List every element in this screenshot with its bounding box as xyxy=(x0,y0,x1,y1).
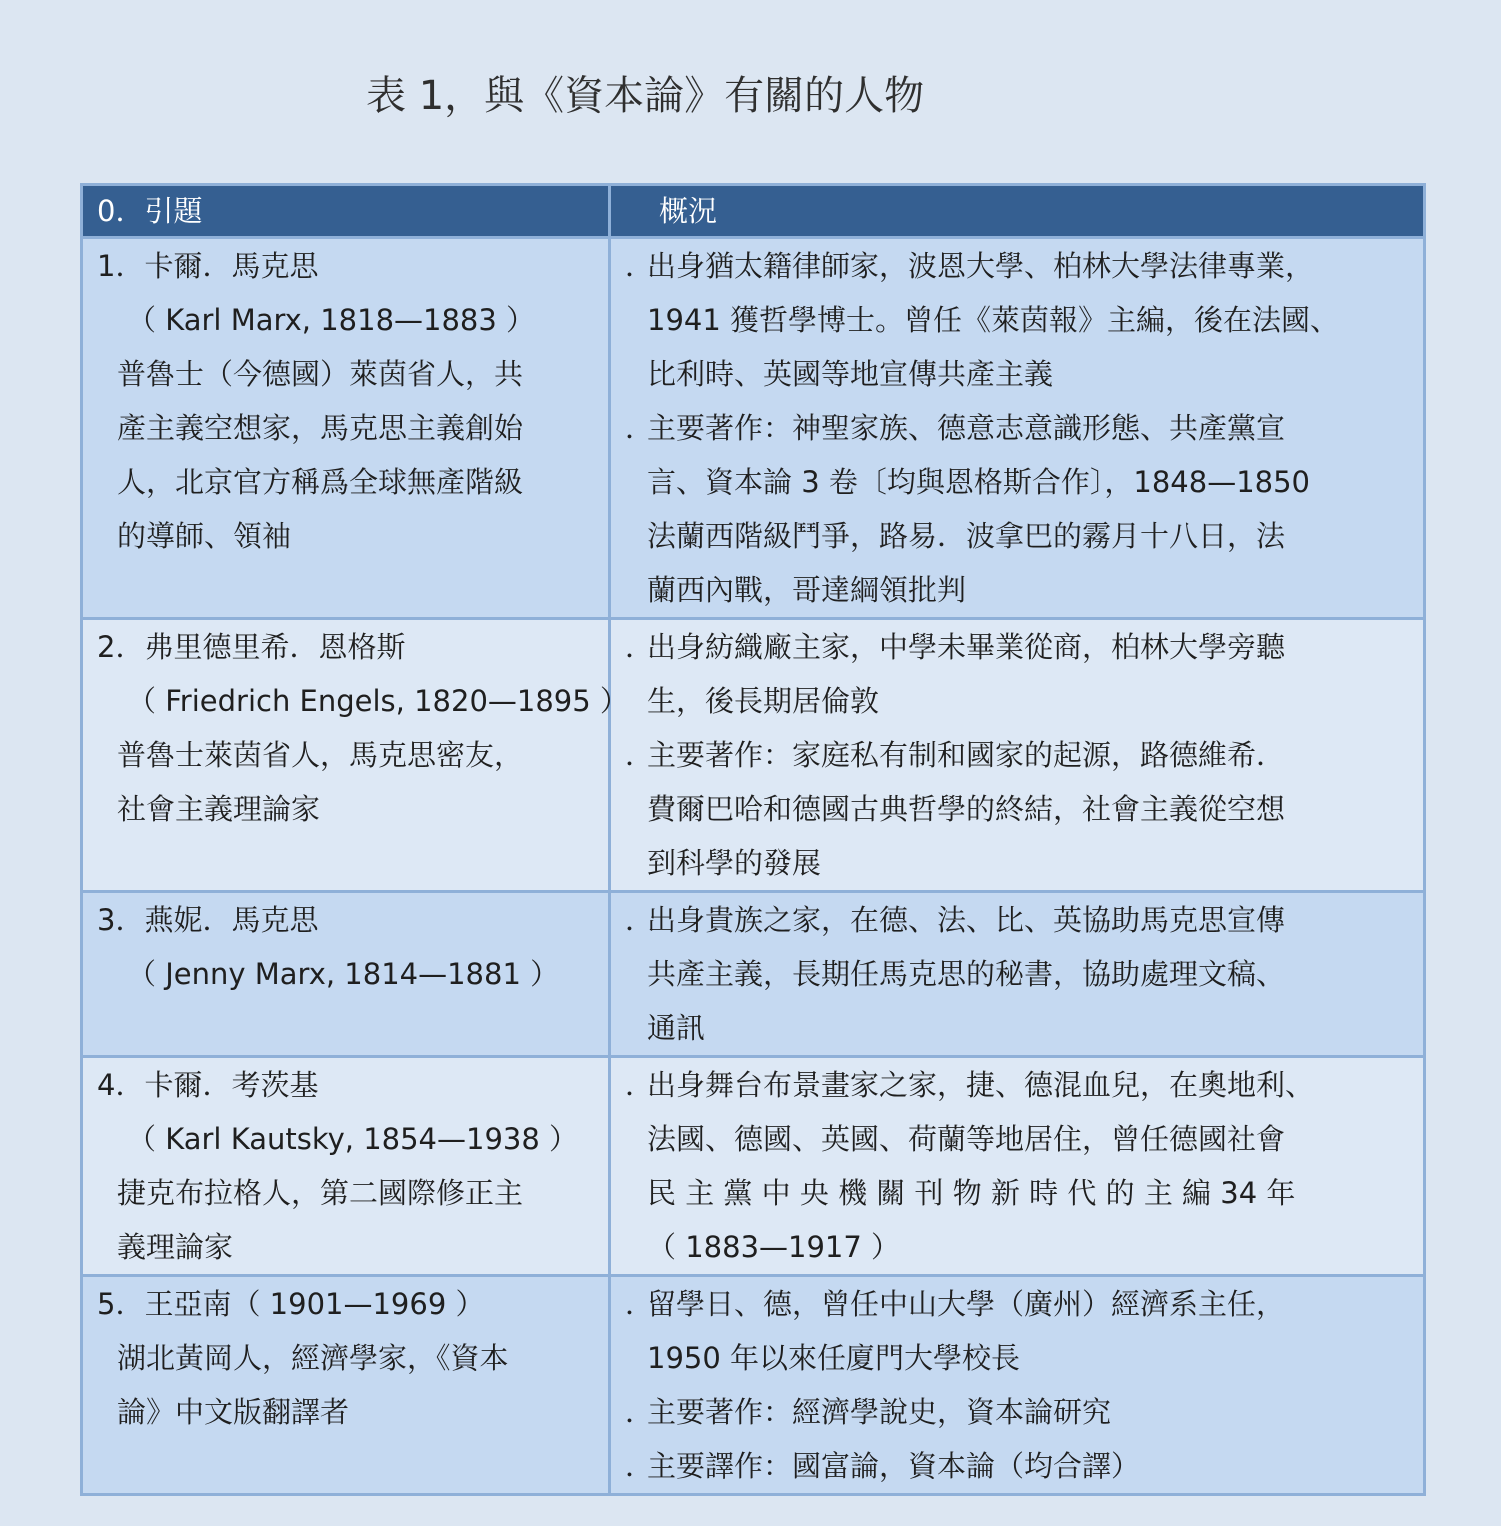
bullet-text: 出身貴族之家，在德、法、比、英協助馬克思宣傳 xyxy=(647,903,1286,937)
bullet-mark: ． xyxy=(625,903,655,937)
bullet-text: 主要著作：神聖家族、德意志意識形態、共產黨宣 xyxy=(647,411,1286,445)
person-desc-line: 捷克布拉格人，第二國際修正主 xyxy=(117,1176,524,1210)
header-col-overview: 概況 xyxy=(610,185,1425,238)
bullet-text: 出身猶太籍律師家，波恩大學、柏林大學法律專業， xyxy=(647,249,1315,283)
person-desc-line: 普魯士（今德國）萊茵省人，共 xyxy=(117,357,524,391)
bullet-text: 出身舞台布景畫家之家，捷、德混血兒，在奧地利、 xyxy=(647,1068,1315,1102)
bullet-text: 法國、德國、英國、荷蘭等地居住，曾任德國社會 xyxy=(647,1122,1286,1156)
bullet-text: 費爾巴哈和德國古典哲學的終結，社會主義從空想 xyxy=(647,792,1286,826)
bullet-text: （ 1883—1917 ） xyxy=(647,1230,901,1264)
overview-cell xyxy=(610,892,1425,1057)
table-row xyxy=(82,892,1425,1057)
person-name: 2．弗里德里希．恩格斯 xyxy=(97,630,406,664)
bullet-mark: ． xyxy=(625,1395,655,1429)
person-cell xyxy=(82,619,629,892)
page-title: 表 1，與《資本論》有關的人物 xyxy=(366,73,925,119)
bullet-text: 1941 獲哲學博士。曾任《萊茵報》主編，後在法國、 xyxy=(647,303,1340,337)
people-table xyxy=(80,183,1426,1496)
bullet-text: 比利時、英國等地宣傳共產主義 xyxy=(647,357,1054,391)
bullet-mark: ． xyxy=(625,1287,655,1321)
bullet-text: 留學日、德，曾任中山大學（廣州）經濟系主任， xyxy=(647,1287,1286,1321)
person-cell xyxy=(82,238,610,619)
bullet-item xyxy=(611,1385,1423,1439)
overview-cell xyxy=(610,619,1425,892)
person-desc-line: 湖北黃岡人，經濟學家，《資本 xyxy=(117,1341,509,1375)
bullet-item xyxy=(611,893,1423,947)
table-row xyxy=(82,1057,1425,1276)
overview-cell xyxy=(610,238,1425,619)
bullet-item xyxy=(611,401,1423,455)
person-cell xyxy=(82,1057,610,1276)
bullet-text: 主要著作：家庭私有制和國家的起源，路德維希． xyxy=(647,738,1286,772)
overview-cell xyxy=(610,1276,1425,1495)
header-col-intro: 0．引題 xyxy=(82,185,610,238)
person-desc-line: 義理論家 xyxy=(117,1230,234,1264)
bullet-mark: ． xyxy=(625,1449,655,1483)
bullet-text: 到科學的發展 xyxy=(647,846,822,880)
table-header-row xyxy=(82,185,1425,238)
bullet-text: 主要譯作：國富論，資本論（均合譯） xyxy=(647,1449,1141,1483)
person-name: 3．燕妮．馬克思 xyxy=(97,903,319,937)
person-cell xyxy=(82,1276,610,1495)
bullet-item xyxy=(611,1439,1423,1493)
bullet-item xyxy=(611,620,1423,674)
person-desc-line: 的導師、領袖 xyxy=(117,519,292,553)
bullet-text: 出身紡織廠主家，中學未畢業從商，柏林大學旁聽 xyxy=(647,630,1286,664)
person-name: 4．卡爾．考茨基 xyxy=(97,1068,319,1102)
bullet-mark: ． xyxy=(625,1068,655,1102)
bullet-mark: ． xyxy=(625,249,655,283)
bullet-text: 1950 年以來任廈門大學校長 xyxy=(647,1341,1021,1375)
person-name: 1．卡爾．馬克思 xyxy=(97,249,319,283)
person-desc-line: 論》中文版翻譯者 xyxy=(117,1395,350,1429)
bullet-mark: ． xyxy=(625,411,655,445)
bullet-mark: ． xyxy=(625,738,655,772)
person-latin-name: （ Jenny Marx, 1814—1881 ） xyxy=(127,957,560,991)
bullet-text: 法蘭西階級鬥爭，路易．波拿巴的霧月十八日，法 xyxy=(647,519,1286,553)
bullet-item xyxy=(611,728,1423,782)
bullet-text: 蘭西內戰，哥達綱領批判 xyxy=(647,573,967,607)
table-row xyxy=(82,619,1425,892)
bullet-mark: ． xyxy=(625,630,655,664)
person-latin-name: （ Karl Marx, 1818—1883 ） xyxy=(127,303,536,337)
overview-cell xyxy=(610,1057,1425,1276)
bullet-text: 生，後長期居倫敦 xyxy=(647,684,880,718)
bullet-item xyxy=(611,1058,1423,1112)
person-latin-name: （ Friedrich Engels, 1820—1895 ） xyxy=(127,684,629,718)
table-row xyxy=(82,238,1425,619)
table-row xyxy=(82,1276,1425,1495)
person-desc-line: 社會主義理論家 xyxy=(117,792,321,826)
person-desc-line: 產主義空想家，馬克思主義創始 xyxy=(117,411,524,445)
person-name: 5．王亞南（ 1901—1969 ） xyxy=(97,1287,485,1321)
bullet-text: 通訊 xyxy=(647,1011,706,1045)
bullet-item xyxy=(611,239,1423,293)
bullet-text: 言、資本論 3 卷〔均與恩格斯合作〕，1848—1850 xyxy=(647,465,1310,499)
bullet-item xyxy=(611,1277,1423,1331)
bullet-text: 主要著作：經濟學說史，資本論研究 xyxy=(647,1395,1112,1429)
person-desc-line: 人，北京官方稱爲全球無產階級 xyxy=(117,465,524,499)
person-latin-name: （ Karl Kautsky, 1854—1938 ） xyxy=(127,1122,579,1156)
person-cell xyxy=(82,892,610,1057)
person-desc-line: 普魯士萊茵省人，馬克思密友， xyxy=(117,738,524,772)
bullet-text: 民 主 黨 中 央 機 關 刊 物 新 時 代 的 主 編 34 年 xyxy=(647,1176,1296,1210)
bullet-text: 共產主義，長期任馬克思的秘書，協助處理文稿、 xyxy=(647,957,1286,991)
